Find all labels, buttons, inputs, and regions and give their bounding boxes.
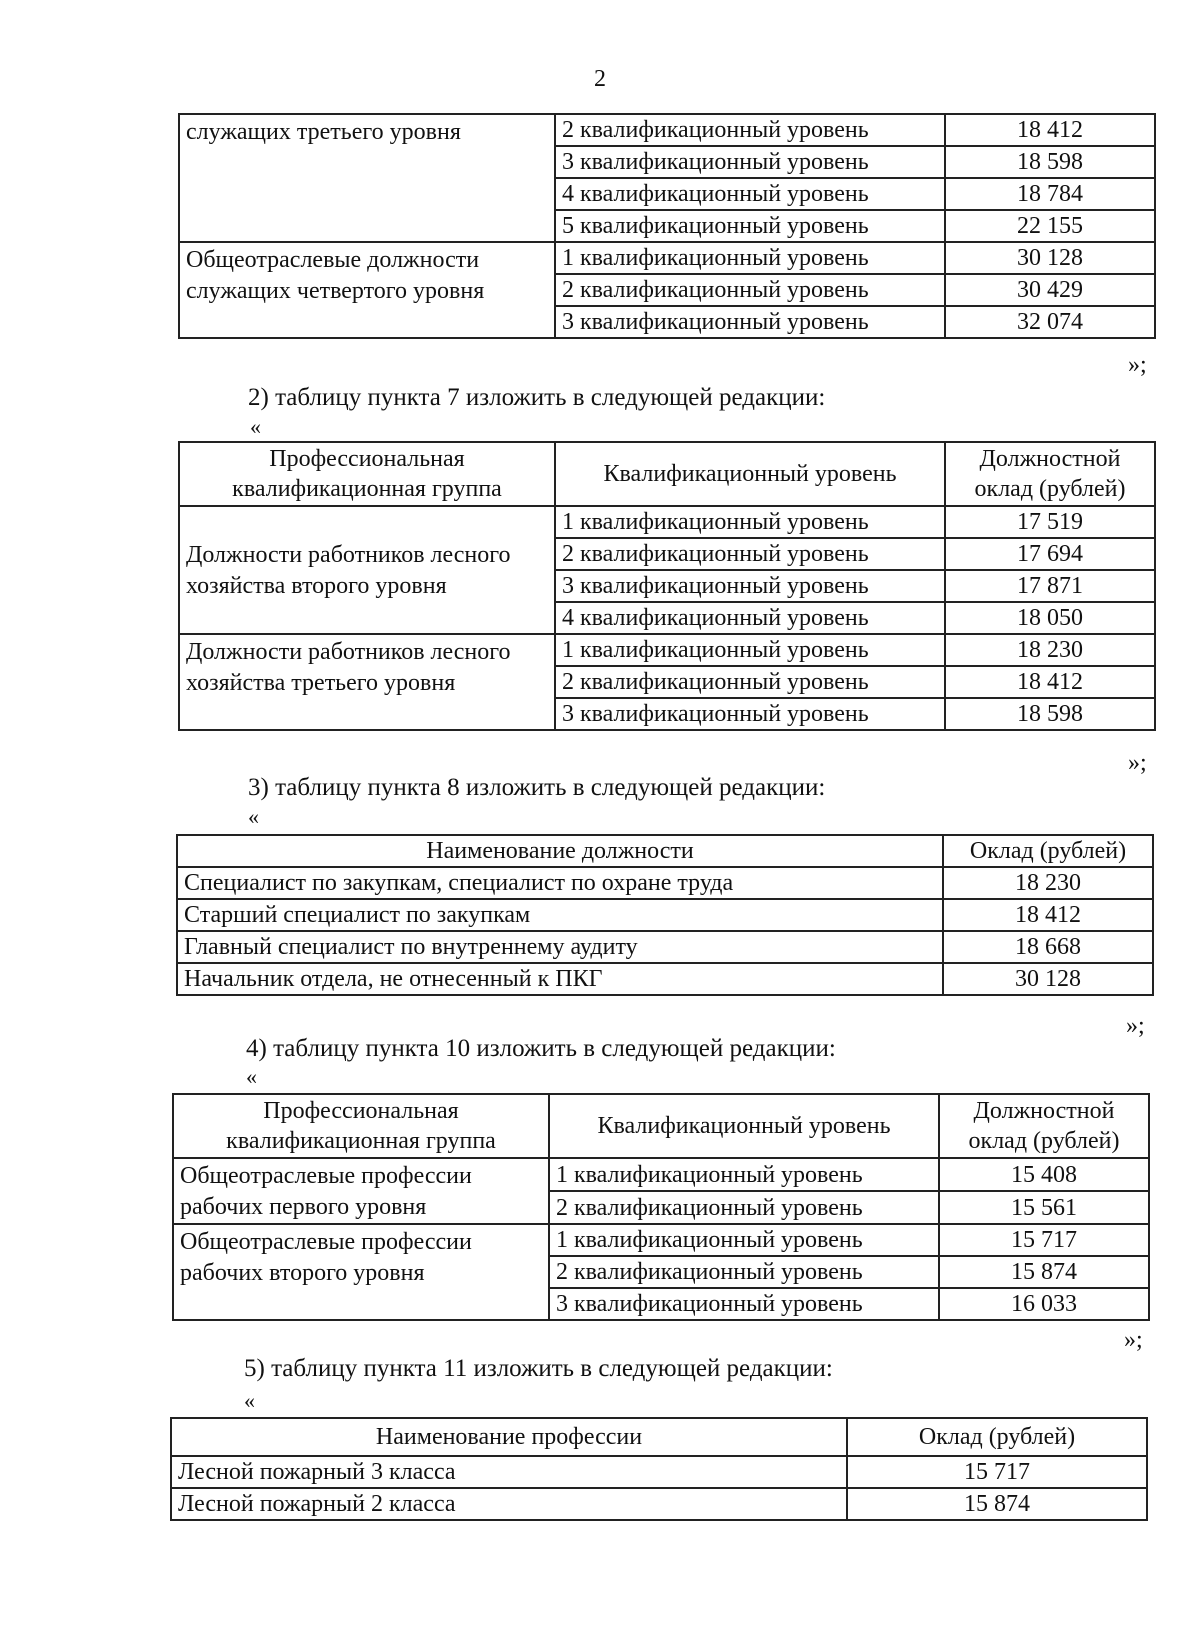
group-cell: Должности работников лесного хозяйства второго уровня <box>179 506 555 634</box>
level-cell: 1 квалификационный уровень <box>555 242 945 274</box>
header-salary: Оклад (рублей) <box>943 835 1153 867</box>
table-row <box>177 899 1153 931</box>
level-cell: 3 квалификационный уровень <box>555 306 945 338</box>
closing-quote: »; <box>1128 352 1147 378</box>
level-cell: 2 квалификационный уровень <box>555 666 945 698</box>
group-cell: Должности работников лесного хозяйства третьего уровня <box>179 634 555 730</box>
level-cell: 2 квалификационный уровень <box>549 1256 939 1288</box>
salary-cell: 18 230 <box>943 867 1153 899</box>
header-group: Профессиональная квалификационная группа <box>179 442 555 506</box>
position-cell: Специалист по закупкам, специалист по охране труда <box>177 867 943 899</box>
header-salary: Должностной оклад (рублей) <box>939 1094 1149 1158</box>
salary-cell: 18 598 <box>945 698 1155 730</box>
group-cell: служащих третьего уровня <box>179 114 555 242</box>
salary-cell: 30 128 <box>945 242 1155 274</box>
table-row <box>179 634 1155 666</box>
header-profession: Наименование профессии <box>171 1418 847 1456</box>
level-cell: 1 квалификационный уровень <box>549 1158 939 1191</box>
salary-cell: 18 412 <box>943 899 1153 931</box>
opening-quote: « <box>250 414 261 439</box>
level-cell: 2 квалификационный уровень <box>555 274 945 306</box>
salary-cell: 15 408 <box>939 1158 1149 1191</box>
table-row <box>171 1488 1147 1520</box>
table-row <box>171 1456 1147 1488</box>
salary-cell: 17 694 <box>945 538 1155 570</box>
salary-cell: 18 050 <box>945 602 1155 634</box>
group-cell: Общеотраслевые должности служащих четвертого уровня <box>179 242 555 338</box>
salary-cell: 17 519 <box>945 506 1155 538</box>
header-position: Наименование должности <box>177 835 943 867</box>
salary-cell: 18 412 <box>945 114 1155 146</box>
table-row <box>173 1158 1149 1191</box>
salary-cell: 17 871 <box>945 570 1155 602</box>
profession-cell: Лесной пожарный 2 класса <box>171 1488 847 1520</box>
level-cell: 1 квалификационный уровень <box>555 506 945 538</box>
page-number: 2 <box>594 66 606 92</box>
salary-cell: 18 412 <box>945 666 1155 698</box>
header-salary: Оклад (рублей) <box>847 1418 1147 1456</box>
table-row <box>173 1224 1149 1256</box>
salary-cell: 30 429 <box>945 274 1155 306</box>
level-cell: 3 квалификационный уровень <box>555 146 945 178</box>
item-3-text: 3) таблицу пункта 8 изложить в следующей редакции: <box>248 774 826 801</box>
level-cell: 1 квалификационный уровень <box>555 634 945 666</box>
table-header-row <box>177 835 1153 867</box>
salary-table-continuation <box>178 113 1156 339</box>
position-cell: Старший специалист по закупкам <box>177 899 943 931</box>
table-header-row <box>173 1094 1149 1158</box>
opening-quote: « <box>244 1388 255 1413</box>
salary-cell: 16 033 <box>939 1288 1149 1320</box>
header-salary: Должностной оклад (рублей) <box>945 442 1155 506</box>
salary-table-item-7 <box>178 441 1156 731</box>
salary-cell: 15 561 <box>939 1191 1149 1224</box>
salary-table-item-11 <box>170 1417 1148 1521</box>
salary-cell: 30 128 <box>943 963 1153 995</box>
header-group: Профессиональная квалификационная группа <box>173 1094 549 1158</box>
salary-cell: 22 155 <box>945 210 1155 242</box>
salary-cell: 18 598 <box>945 146 1155 178</box>
opening-quote: « <box>248 804 259 829</box>
item-5-text: 5) таблицу пункта 11 изложить в следующей редакции: <box>244 1355 833 1382</box>
salary-table-item-8 <box>176 834 1154 996</box>
salary-cell: 18 784 <box>945 178 1155 210</box>
position-cell: Начальник отдела, не отнесенный к ПКГ <box>177 963 943 995</box>
salary-cell: 15 717 <box>847 1456 1147 1488</box>
closing-quote: »; <box>1128 750 1147 776</box>
level-cell: 2 квалификационный уровень <box>549 1191 939 1224</box>
table-row <box>177 963 1153 995</box>
profession-cell: Лесной пожарный 3 класса <box>171 1456 847 1488</box>
closing-quote: »; <box>1126 1013 1145 1039</box>
level-cell: 1 квалификационный уровень <box>549 1224 939 1256</box>
table-row <box>177 931 1153 963</box>
table-row <box>179 242 1155 274</box>
level-cell: 2 квалификационный уровень <box>555 114 945 146</box>
level-cell: 4 квалификационный уровень <box>555 602 945 634</box>
salary-table-item-10 <box>172 1093 1150 1321</box>
salary-cell: 15 874 <box>939 1256 1149 1288</box>
header-level: Квалификационный уровень <box>555 442 945 506</box>
opening-quote: « <box>246 1064 257 1089</box>
level-cell: 3 квалификационный уровень <box>555 698 945 730</box>
table-row <box>179 114 1155 146</box>
item-4-text: 4) таблицу пункта 10 изложить в следующей редакции: <box>246 1035 836 1062</box>
level-cell: 4 квалификационный уровень <box>555 178 945 210</box>
group-cell: Общеотраслевые профессии рабочих второго уровня <box>173 1224 549 1320</box>
level-cell: 2 квалификационный уровень <box>555 538 945 570</box>
header-level: Квалификационный уровень <box>549 1094 939 1158</box>
salary-cell: 18 668 <box>943 931 1153 963</box>
table-header-row <box>171 1418 1147 1456</box>
salary-cell: 15 874 <box>847 1488 1147 1520</box>
table-row <box>177 867 1153 899</box>
salary-cell: 15 717 <box>939 1224 1149 1256</box>
level-cell: 5 квалификационный уровень <box>555 210 945 242</box>
item-2-text: 2) таблицу пункта 7 изложить в следующей редакции: <box>248 384 826 411</box>
table-row <box>179 506 1155 538</box>
closing-quote: »; <box>1124 1327 1143 1353</box>
level-cell: 3 квалификационный уровень <box>549 1288 939 1320</box>
position-cell: Главный специалист по внутреннему аудиту <box>177 931 943 963</box>
level-cell: 3 квалификационный уровень <box>555 570 945 602</box>
table-header-row <box>179 442 1155 506</box>
salary-cell: 32 074 <box>945 306 1155 338</box>
salary-cell: 18 230 <box>945 634 1155 666</box>
group-cell: Общеотраслевые профессии рабочих первого уровня <box>173 1158 549 1224</box>
